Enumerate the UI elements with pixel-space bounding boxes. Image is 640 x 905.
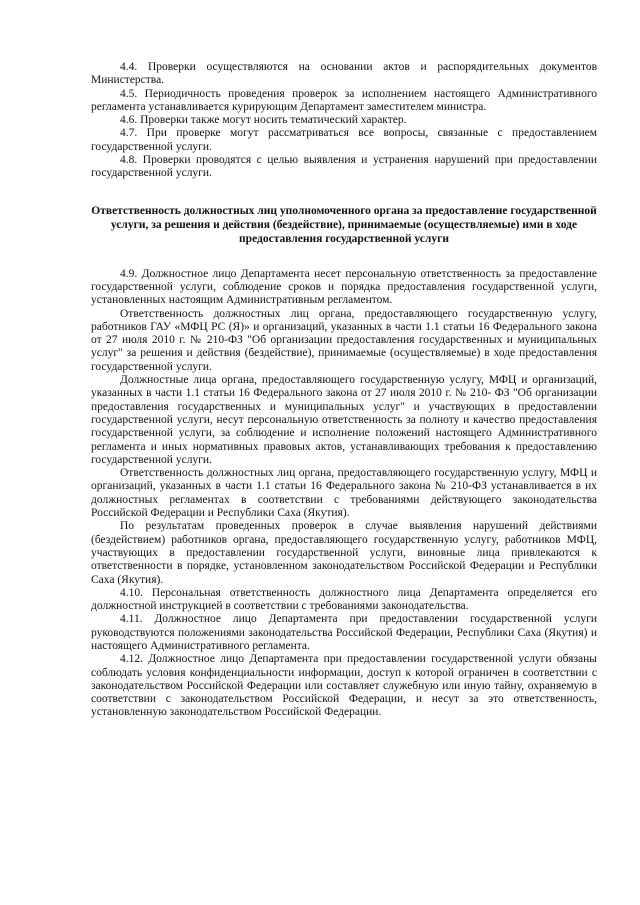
- paragraph-4-6: 4.6. Проверки также могут носить тематический характер.: [120, 114, 407, 127]
- paragraph-4-12: 4.12. Должностное лицо Департамента при предоставлении государственной услуги обязаны соблюдать условия конфиденциальности информации, доступ к которой ограничен в соответствии с законодательством Российской Федерации или составляет служебную или иную тайну, охраняемую в соответствии с законодательством Российской Федерации, и несут за это ответственность, установленную законодательством Российской Федерации.: [91, 653, 597, 719]
- paragraph-4-10: 4.10. Персональная ответственность должностного лица Департамента определяется его должностной инструкцией в соответствии с требованиями законодательства.: [91, 586, 597, 613]
- paragraph-personal-responsibility: Должностные лица органа, предоставляющего государственную услугу, МФЦ и организаций, указанных в части 1.1 статьи 16 Федерального закона от 27 июля 2010 г. № 210- ФЗ "Об организации предоставления государственных и муниципальных услуг" и участвующих в предоставлении государственной услуги, несут персональную ответственность за полноту и качество предоставления государственной услуги, за соблюдение и исполнение положений настоящего Административного регламента и иных нормативных правовых актов, устанавливающих требования к предоставлению государственной услуги.: [91, 374, 597, 466]
- paragraph-4-11: 4.11. Должностное лицо Департамента при предоставлении государственной услуги руководствуются положениями законодательства Российской Федерации, Республики Саха (Якутия) и настоящего Административного регламента.: [91, 613, 597, 652]
- paragraph-4-9: 4.9. Должностное лицо Департамента несет персональную ответственность за предоставление государственной услуги, соблюдение сроков и порядка предоставления государственной услуги, установленных настоящим Административным регламентом.: [91, 267, 597, 307]
- paragraph-job-regulations: Ответственность должностных лиц органа, предоставляющего государственную услугу, МФЦ и организаций, указанных в части 1.1 статьи 16 Федерального закона № 210-ФЗ устанавливается в их должностных регламентах в соответствии с требованиями действующего законодательства Российской Федерации и Республики Саха (Якутия).: [91, 467, 597, 520]
- paragraph-4-4: 4.4. Проверки осуществляются на основании актов и распорядительных документов Министерства.: [91, 61, 597, 87]
- paragraph-4-7: 4.7. При проверке могут рассматриваться все вопросы, связанные с предоставлением государственной услуги.: [91, 127, 597, 153]
- paragraph-inspection-results: По результатам проведенных проверок в случае выявления нарушений действиями (бездействием) работников органа, предоставляющего государственную услугу, работников МФЦ, участвующих в предоставлении государственной услуги, виновные лица привлекаются к ответственности в порядке, установленном законодательством Российской Федерации и Республики Саха (Якутия).: [91, 520, 597, 586]
- paragraph-4-5: 4.5. Периодичность проведения проверок за исполнением настоящего Административного регламента устанавливается курирующим Департамент заместителем министра.: [91, 87, 597, 113]
- paragraph-4-8: 4.8. Проверки проводятся с целью выявления и устранения нарушений при предоставлении государственной услуги.: [91, 154, 597, 180]
- section-heading: Ответственность должностных лиц уполномоченного органа за предоставление государственной услуги, за решения и действия (бездействие), принимаемые (осуществляемые) ими в ходе предоставления государственной услуги: [91, 204, 597, 245]
- paragraph-responsibility-officials: Ответственность должностных лиц органа, предоставляющего государственную услугу, работников ГАУ «МФЦ РС (Я)» и организаций, указанных в части 1.1 статьи 16 Федерального закона от 27 июля 2010 г. № 210-ФЗ "Об организации предоставления государственных и муниципальных услуг" за решения и действия (бездействие), принимаемые (осуществляемые) в ходе предоставления государственной услуги.: [91, 307, 597, 373]
